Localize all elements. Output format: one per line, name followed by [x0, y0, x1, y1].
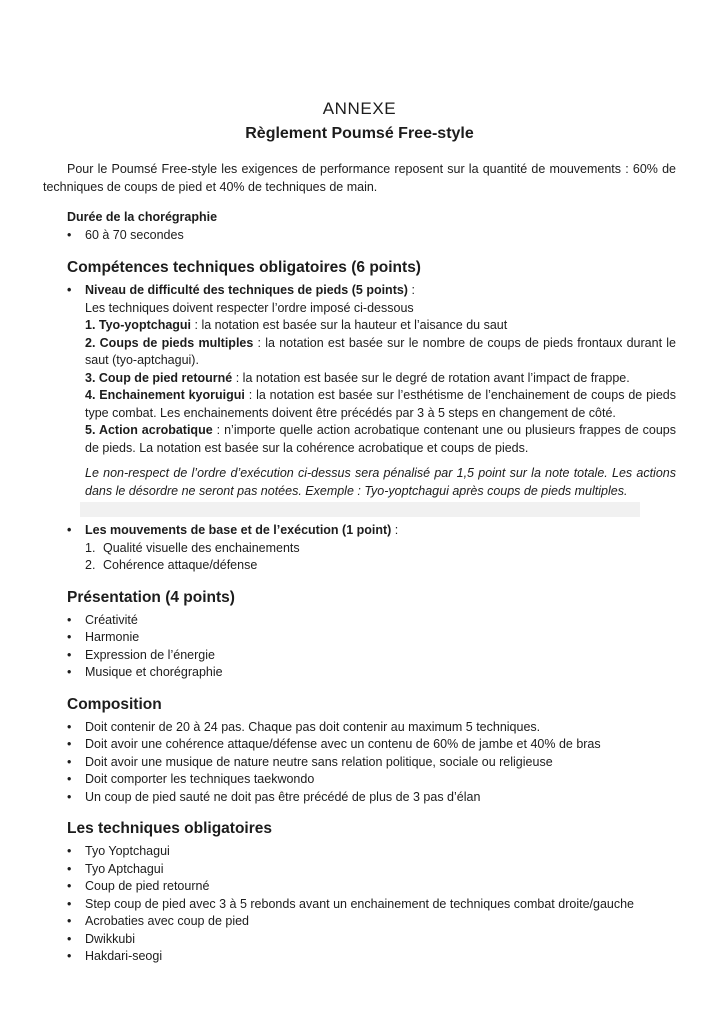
mandatory-technique-item	[67, 896, 676, 914]
item-text: Un coup de pied sauté ne doit pas être précédé de plus de 3 pas d’élan	[85, 789, 481, 804]
item-text: Doit contenir de 20 à 24 pas. Chaque pas doit contenir au maximum 5 techniques.	[85, 719, 541, 734]
composition-item	[67, 719, 676, 737]
item-text: Doit avoir une musique de nature neutre sans relation politique, sociale ou religieuse	[85, 754, 553, 769]
difficulty-step	[85, 335, 676, 370]
item-text: Doit avoir une cohérence attaque/défense avec un contenu de 60% de jambe et 40% de bras	[85, 737, 601, 751]
difficulty-item	[67, 282, 676, 500]
bullet-icon: •	[67, 949, 72, 963]
item-text: Step coup de pied avec 3 à 5 rebonds avant un enchainement de techniques combat droite/gauche	[85, 896, 634, 911]
item-text: Qualité visuelle des enchainements	[103, 540, 300, 555]
highlight-bar	[80, 502, 640, 517]
composition-heading: Composition	[67, 695, 162, 713]
presentation-item	[67, 612, 676, 630]
bullet-icon: •	[67, 914, 72, 928]
page-title: ANNEXE	[322, 99, 397, 118]
document-body	[67, 209, 676, 966]
difficulty-lead: Niveau de difficulté des techniques de pieds (5 points)	[85, 283, 408, 297]
difficulty-intro-line: Les techniques doivent respecter l’ordre imposé ci-dessous	[85, 300, 414, 315]
item-text: Créativité	[85, 612, 138, 627]
presentation-item	[67, 647, 676, 665]
difficulty-lead-rest: :	[407, 283, 415, 297]
mandatory-technique-item	[67, 843, 676, 861]
bullet-icon: •	[67, 772, 72, 786]
intro-paragraph: Pour le Poumsé Free-style les exigences de performance reposent sur la quantité de mouvements : 60% de techniques de coups de pied et 40% de techniques de main.	[43, 162, 676, 194]
composition-item	[67, 771, 676, 789]
difficulty-step-lead: 2. Coups de pieds multiples	[85, 335, 254, 350]
base-moves-lead-line	[85, 522, 676, 540]
difficulty-step-text: : la notation est basée sur le degré de rotation avant l’impact de frappe.	[232, 370, 630, 385]
difficulty-step-text: : la notation est basée sur le nombre de coups de pieds frontaux durant le saut (tyo-aptchagui).	[85, 335, 676, 367]
bullet-icon: •	[67, 737, 72, 751]
item-text: Coup de pied retourné	[85, 879, 210, 893]
bullet-icon: •	[67, 879, 72, 893]
penalty-note: Le non-respect de l’ordre d’exécution ci-dessus sera pénalisé par 1,5 point sur la note totale. Les actions dans le désordre ne seront pas notées. Exemple : Tyo-yoptchagui après coups de pieds multiples.	[85, 466, 676, 498]
base-moves-lead: Les mouvements de base et de l’exécution (1 point)	[85, 523, 392, 537]
difficulty-step-lead: 1. Tyo-yoptchagui	[85, 318, 192, 332]
base-moves-body	[85, 522, 676, 575]
difficulty-body	[85, 282, 676, 500]
composition-item	[67, 754, 676, 772]
composition-item	[67, 736, 676, 754]
item-text: Tyo Aptchagui	[85, 861, 164, 876]
bullet-icon: •	[67, 896, 72, 911]
bullet-icon: •	[67, 719, 72, 734]
difficulty-step-lead: 5. Action acrobatique	[85, 423, 213, 437]
item-text: Doit comporter les techniques taekwondo	[85, 772, 315, 786]
difficulty-lead-line	[85, 282, 676, 300]
bullet-icon: •	[67, 523, 72, 537]
bullet-icon: •	[67, 630, 72, 644]
difficulty-step-text: : la notation est basée sur la hauteur et l’aisance du saut	[191, 318, 508, 332]
item-text: Tyo Yoptchagui	[85, 844, 170, 858]
difficulty-step-text: : la notation est basée sur l’esthétisme de l’enchainement de coups de pieds type combat. Les enchainements doivent être précédés par 3 à 5 steps en changement de côté.	[85, 388, 676, 420]
bullet-icon: •	[67, 931, 72, 946]
bullet-icon: •	[67, 665, 72, 679]
bullet-icon: •	[67, 861, 72, 876]
bullet-icon: •	[67, 789, 72, 804]
difficulty-step-lead: 3. Coup de pied retourné	[85, 370, 233, 385]
item-text: Dwikkubi	[85, 931, 136, 946]
bullet-icon: •	[67, 283, 72, 297]
mandatory-technique-item	[67, 878, 676, 896]
duration-item-text: 60 à 70 secondes	[85, 227, 184, 242]
item-number: 2.	[85, 558, 96, 572]
duration-item	[67, 227, 676, 245]
bullet-icon: •	[67, 844, 72, 858]
difficulty-step-lead: 4. Enchainement kyoruigui	[85, 388, 245, 402]
mandatory-technique-item	[67, 861, 676, 879]
bullet-icon: •	[67, 227, 72, 242]
item-text: Harmonie	[85, 630, 140, 644]
difficulty-step	[85, 317, 676, 335]
presentation-item	[67, 629, 676, 647]
item-text: Cohérence attaque/défense	[103, 558, 258, 572]
base-moves-item	[67, 522, 676, 575]
item-text: Expression de l’énergie	[85, 647, 215, 662]
difficulty-step-text: : n’importe quelle action acrobatique contenant une ou plusieurs frappes de coups de pieds. La notation est basée sur la cohérence acrobatique et coups de pieds.	[85, 423, 676, 455]
item-text: Hakdari-seogi	[85, 949, 163, 963]
mandatory-technique-item	[67, 948, 676, 966]
item-text: Musique et chorégraphie	[85, 665, 223, 679]
base-moves-lead-rest: :	[391, 523, 399, 537]
base-moves-numbered-item	[85, 540, 676, 558]
item-number: 1.	[85, 540, 96, 555]
skills-heading: Compétences techniques obligatoires (6 points)	[67, 259, 421, 276]
presentation-item	[67, 664, 676, 682]
duration-heading: Durée de la chorégraphie	[67, 210, 218, 224]
difficulty-step	[85, 422, 676, 457]
mandatory-technique-item	[67, 931, 676, 949]
page-subtitle: Règlement Poumsé Free-style	[245, 125, 474, 142]
presentation-heading: Présentation (4 points)	[67, 588, 235, 606]
mandatory-technique-item	[67, 913, 676, 931]
difficulty-step	[85, 370, 676, 388]
bullet-icon: •	[67, 647, 72, 662]
bullet-icon: •	[67, 754, 72, 769]
difficulty-step	[85, 387, 676, 422]
item-text: Acrobaties avec coup de pied	[85, 914, 249, 928]
bullet-icon: •	[67, 612, 72, 627]
base-moves-numbered-item	[85, 557, 676, 575]
mandatory-techniques-heading: Les techniques obligatoires	[67, 820, 272, 837]
composition-item	[67, 789, 676, 807]
